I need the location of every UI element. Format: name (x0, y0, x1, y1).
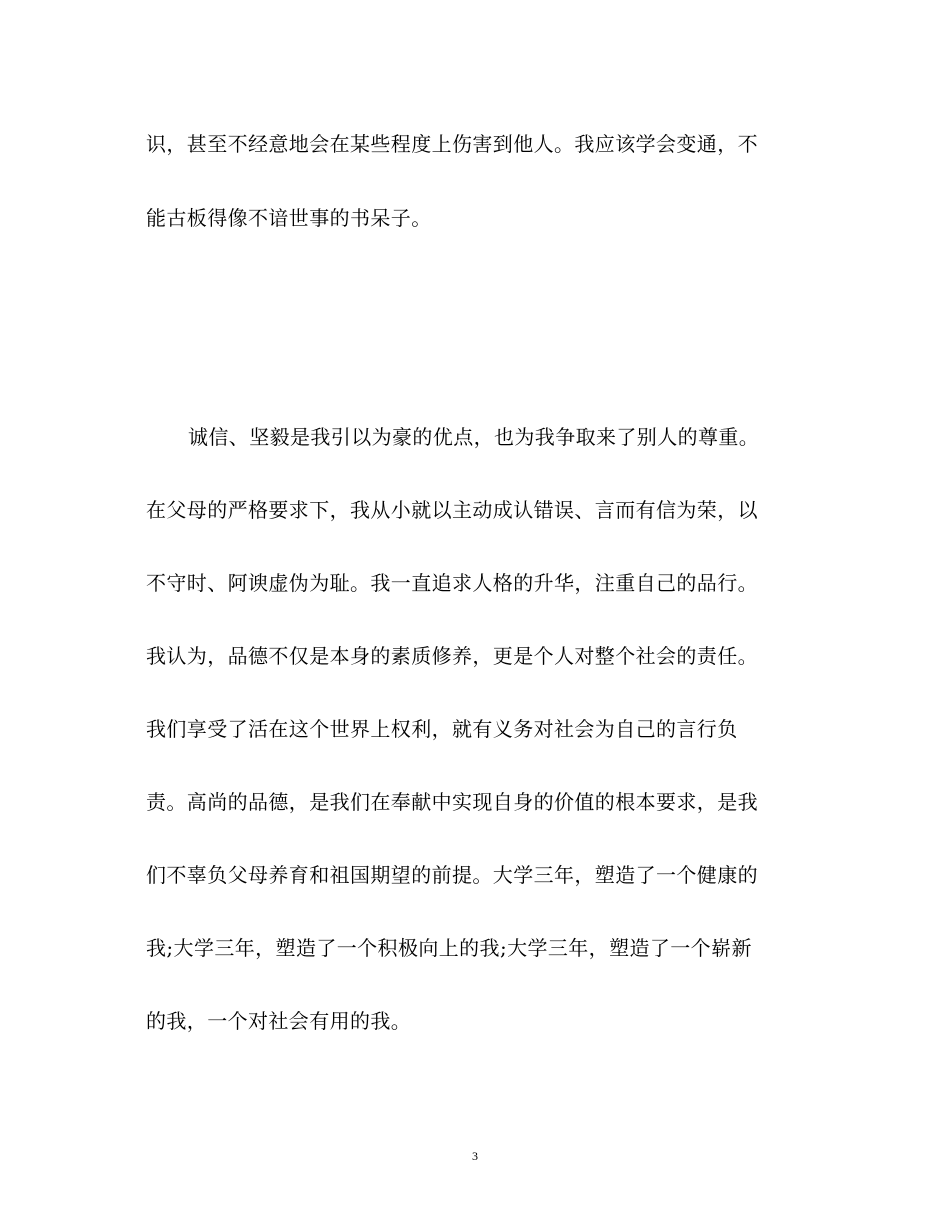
paragraph-2-line-4: 我认为，品德不仅是本身的素质修养，更是个人对整个社会的责任。 (146, 644, 758, 668)
paragraph-2-line-7: 们不辜负父母养育和祖国期望的前提。大学三年，塑造了一个健康的 (146, 863, 758, 887)
paragraph-1-line-2: 能古板得像不谙世事的书呆子。 (146, 206, 432, 230)
paragraph-2-line-3: 不守时、阿谀虚伪为耻。我一直追求人格的升华，注重自己的品行。 (146, 571, 758, 595)
paragraph-2-line-6: 责。高尚的品德，是我们在奉献中实现自身的价值的根本要求，是我 (146, 790, 758, 814)
paragraph-2-line-9: 的我，一个对社会有用的我。 (146, 1009, 412, 1033)
paragraph-2-line-2: 在父母的严格要求下，我从小就以主动成认错误、言而有信为荣，以 (146, 498, 758, 522)
page-number: 3 (472, 1149, 478, 1163)
paragraph-2-line-1: 诚信、坚毅是我引以为豪的优点，也为我争取来了别人的尊重。 (188, 425, 760, 449)
paragraph-1-line-1: 识，甚至不经意地会在某些程度上伤害到他人。我应该学会变通，不 (146, 132, 758, 156)
paragraph-2-line-8: 我;大学三年，塑造了一个积极向上的我;大学三年，塑造了一个崭新 (146, 936, 752, 960)
paragraph-2-line-5: 我们享受了活在这个世界上权利，就有义务对社会为自己的言行负 (146, 717, 738, 741)
